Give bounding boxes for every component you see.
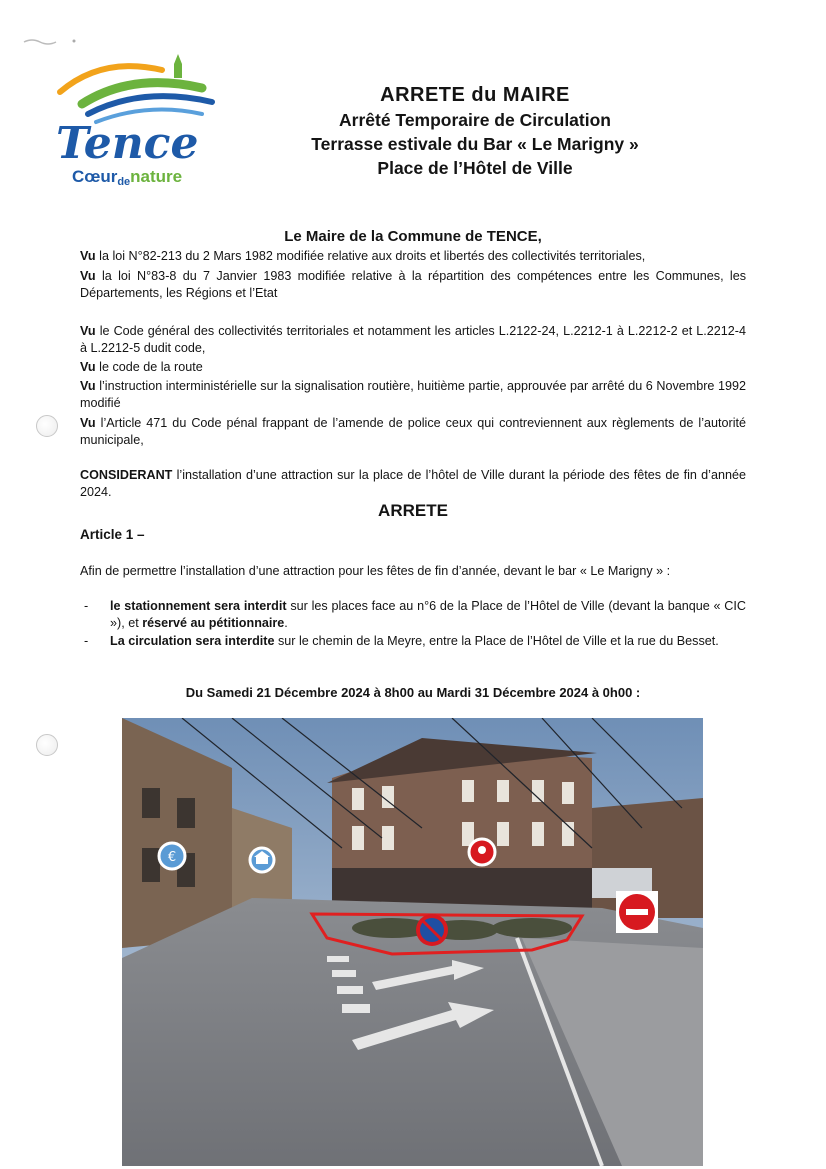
considerant-paragraph: CONSIDERANT l’installation d’une attraction sur la place de l’hôtel de Ville durant la période des fêtes de fin d’année 2024.	[80, 468, 746, 499]
vu-paragraph-3: Vu le Code général des collectivités territoriales et notamment les articles L.2122-24, L.2212-1 à L.2212-2 et L.2212-4 à L.2212-5 dudit code,	[80, 324, 746, 355]
header-location: Place de l’Hôtel de Ville	[377, 158, 573, 178]
period-text: Du Samedi 21 Décembre 2024 à 8h00 au Mardi 31 Décembre 2024 à 0h00 :	[185, 685, 641, 700]
punch-hole-bottom	[36, 734, 58, 756]
logo-tagline-1: Cœur	[72, 167, 118, 186]
vu-paragraph-5: Vu l’instruction interministérielle sur la signalisation routière, huitième partie, approuvée par arrêté du 6 Novembre 1992 modifié	[80, 379, 747, 410]
header-title: ARRETE du MAIRE	[380, 84, 570, 106]
no-entry-sign	[616, 891, 658, 933]
punch-hole-top	[36, 415, 58, 437]
article-1-heading: Article 1 –	[80, 527, 145, 542]
arrete-heading: ARRETE	[378, 501, 448, 520]
header-subtitle: Arrêté Temporaire de Circulation	[339, 110, 611, 130]
svg-text:€: €	[167, 850, 177, 865]
vu-paragraph-6: Vu l’Article 471 du Code pénal frappant de l’amende de police ceux qui contreviennent aux règlements de l’autorité municipale,	[80, 416, 746, 447]
vu-paragraph-4: Vu le code de la route	[80, 360, 203, 374]
tence-logo	[52, 52, 222, 192]
document-header	[260, 82, 690, 180]
logo-town-text: Tence	[56, 118, 199, 169]
scan-speck	[22, 36, 82, 46]
article-intro: Afin de permettre l’installation d’une attraction pour les fêtes de fin d’année, devant le bar « Le Marigny » :	[80, 564, 671, 578]
bullet-traffic: - La circulation sera interdite sur le chemin de la Meyre, entre la Place de l’Hôtel de Ville et la rue du Besset.	[84, 634, 719, 648]
svg-text:Cœurdenature	[72, 167, 182, 188]
vu-paragraph-1: Vu la loi N°82-213 du 2 Mars 1982 modifiée relative aux droits et libertés des collectivités territoriales,	[80, 249, 646, 263]
logo-tagline-3: nature	[130, 167, 183, 186]
mayor-title: Le Maire de la Commune de TENCE,	[284, 228, 542, 245]
bullet-parking: - le stationnement sera interdit sur les places face au n°6 de la Place de l’Hôtel de Ville (devant la banque « CIC »), et réservé au pétitionnaire.	[84, 599, 746, 630]
logo-tagline-2: de	[117, 176, 131, 188]
vu-paragraph-2: Vu la loi N°83-8 du 7 Janvier 1983 modifiée relative à la répartition des compétences entre les Communes, les Départements, les Régions et l’Etat	[80, 269, 747, 300]
street-photo	[122, 718, 703, 1166]
header-subject: Terrasse estivale du Bar « Le Marigny »	[311, 134, 639, 154]
no-parking-sign	[416, 914, 448, 946]
